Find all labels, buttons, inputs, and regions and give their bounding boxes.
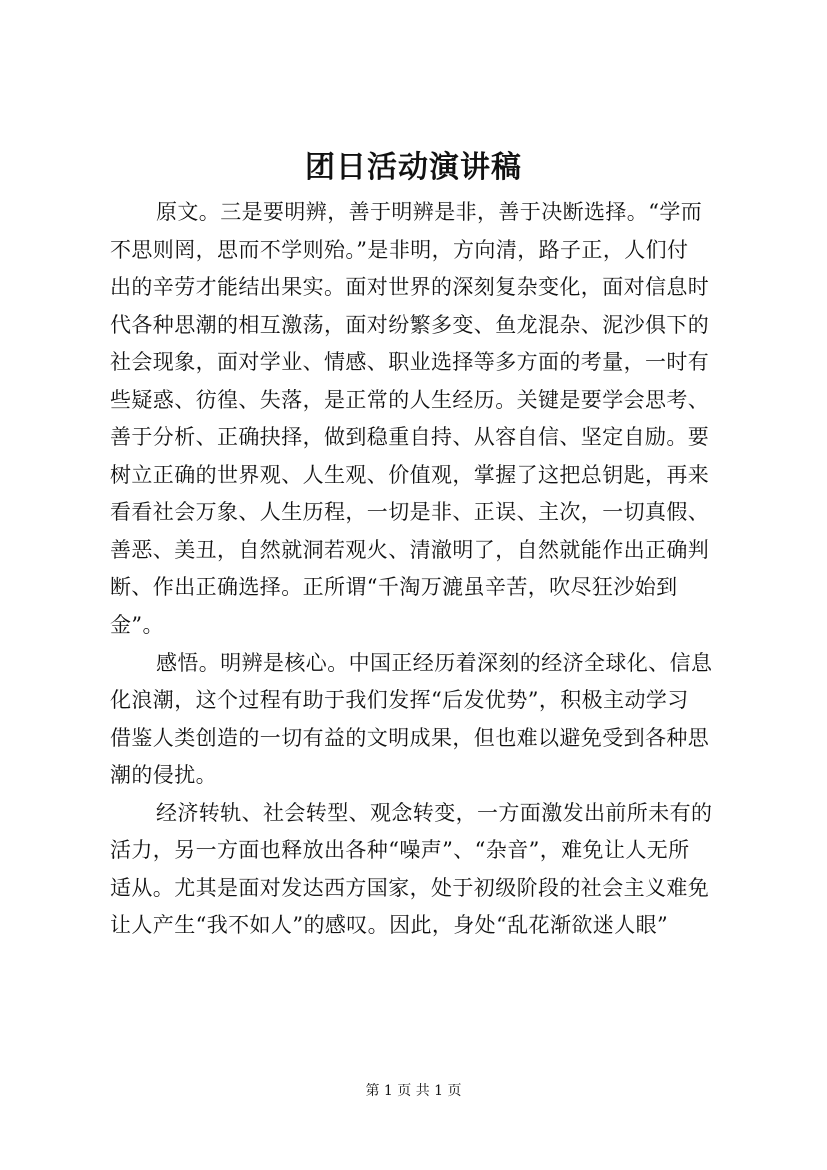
page-footer: 第 1 页 共 1 页: [365, 1083, 462, 1099]
text-line: 活力，另一方面也释放出各种“噪声”、“杂音”，难免让人无所: [110, 838, 690, 863]
text-line: 善于分析、正确抉择，做到稳重自持、从容自信、坚定自励。要: [110, 425, 710, 450]
document-body: [110, 194, 738, 945]
text-line: 适从。尤其是面对发达西方国家，处于初级阶段的社会主义难免: [110, 875, 710, 900]
text-line: 些疑惑、彷徨、失落，是正常的人生经历。关键是要学会思考、: [110, 387, 710, 412]
text-line: 感悟。明辨是核心。中国正经历着深刻的经济全球化、信息: [156, 650, 713, 675]
text-line: 看看社会万象、人生历程，一切是非、正误、主次，一切真假、: [110, 500, 710, 525]
text-line: 让人产生“我不如人”的感叹。因此，身处“乱花渐欲迷人眼”: [110, 913, 669, 938]
text-line: 借鉴人类创造的一切有益的文明成果，但也难以避免受到各种思: [110, 725, 710, 750]
text-line: 潮的侵扰。: [110, 763, 217, 788]
text-line: 善恶、美丑，自然就洞若观火、清澈明了，自然就能作出正确判: [110, 537, 710, 562]
text-line: 断、作出正确选择。正所谓“千淘万漉虽辛苦，吹尽狂沙始到: [110, 575, 678, 600]
document-title: 团日活动演讲稿: [305, 150, 522, 185]
text-line: 不思则罔，思而不学则殆。”是非明，方向清，路子正，人们付: [110, 237, 689, 262]
text-line: 社会现象，面对学业、情感、职业选择等多方面的考量，一时有: [110, 350, 710, 375]
text-line: 化浪潮，这个过程有助于我们发挥“后发优势”，积极主动学习: [110, 688, 689, 713]
text-line: 原文。三是要明辨，善于明辨是非，善于决断选择。“学而: [156, 200, 703, 224]
text-line: 经济转轨、社会转型、观念转变，一方面激发出前所未有的: [156, 800, 713, 825]
text-line: 金”。: [110, 613, 164, 638]
text-line: 树立正确的世界观、人生观、价值观，掌握了这把总钥匙，再来: [110, 462, 710, 487]
text-line: 代各种思潮的相互激荡，面对纷繁多变、鱼龙混杂、泥沙俱下的: [110, 312, 710, 337]
text-line: 出的辛劳才能结出果实。面对世界的深刻复杂变化，面对信息时: [110, 275, 710, 300]
